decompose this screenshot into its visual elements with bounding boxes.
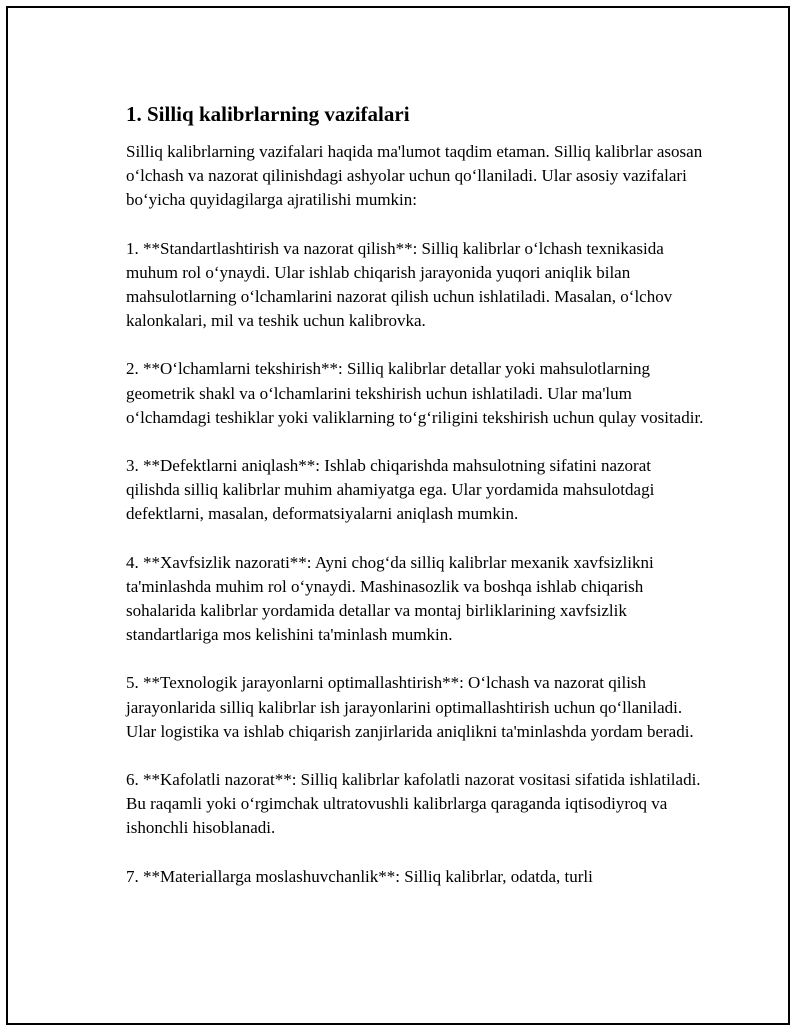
page-frame — [6, 6, 790, 1025]
paragraph-defect-detection: 3. **Defektlarni aniqlash**: Ishlab chiqarishda mahsulotning sifatini nazorat qilishda silliq kalibrlar muhim ahamiyatga ega. Ular yordamida mahsulotdagi defektlarni, masalan, deformatsiyalarni aniqlash mumkin. — [126, 456, 655, 524]
paragraph-dimension-check: 2. **O‘lchamlarni tekshirish**: Silliq kalibrlar detallar yoki mahsulotlarning geometrik shakl va o‘lchamlarini tekshirish uchun ishlatiladi. Ular ma'lum o‘lchamdagi teshiklar yoki valiklarning to‘g‘riligini tekshirish uchun qulay vositadir. — [126, 359, 704, 427]
intro-paragraph: Silliq kalibrlarning vazifalari haqida ma'lumot taqdim etaman. Silliq kalibrlar asosan o‘lchash va nazorat qilinishdagi ashyolar uchun qo‘llaniladi. Ular asosiy vazifalari bo‘yicha quyidagilarga ajratilishi mumkin: — [126, 142, 703, 210]
paragraph-material-adaptability: 7. **Materiallarga moslashuvchanlik**: Silliq kalibrlar, odatda, turli — [126, 866, 593, 886]
document-body — [126, 101, 706, 913]
paragraph-standardization: 1. **Standartlashtirish va nazorat qilish**: Silliq kalibrlar o‘lchash texnikasida muhum rol o‘ynaydi. Ular ishlab chiqarish jarayonida yuqori aniqlik bilan mahsulotlarning o‘lchamlarini nazorat qilish uchun ishlatiladi. Masalan, o‘lchov kalonkalari, mil va teshik uchun kalibrovka. — [126, 238, 673, 331]
paragraph-safety-control: 4. **Xavfsizlik nazorati**: Ayni chog‘da silliq kalibrlar mexanik xavfsizlikni ta'minlashda muhim rol o‘ynaydi. Mashinasozlik va boshqa ishlab chiqarish sohalarida kalibrlar yordamida detallar va montaj birliklarining xavfsizlik standartlariga mos kelishini ta'minlash mumkin. — [126, 552, 654, 645]
paragraph-guaranteed-control: 6. **Kafolatli nazorat**: Silliq kalibrlar kafolatli nazorat vositasi sifatida ishlatiladi. Bu raqamli yoki o‘rgimchak ultratovushli kalibrlarga qaraganda iqtisodiyroq va ishonchli hisoblanadi. — [126, 770, 701, 838]
section-heading: 1. Silliq kalibrlarning vazifalari — [126, 102, 410, 126]
paragraph-process-optimization: 5. **Texnologik jarayonlarni optimallashtirish**: O‘lchash va nazorat qilish jarayonlarida silliq kalibrlar ish jarayonlarini optimallashtirish uchun qo‘llaniladi. Ular logistika va ishlab chiqarish zanjirlarida aniqlikni ta'minlashda yordam beradi. — [126, 673, 694, 741]
